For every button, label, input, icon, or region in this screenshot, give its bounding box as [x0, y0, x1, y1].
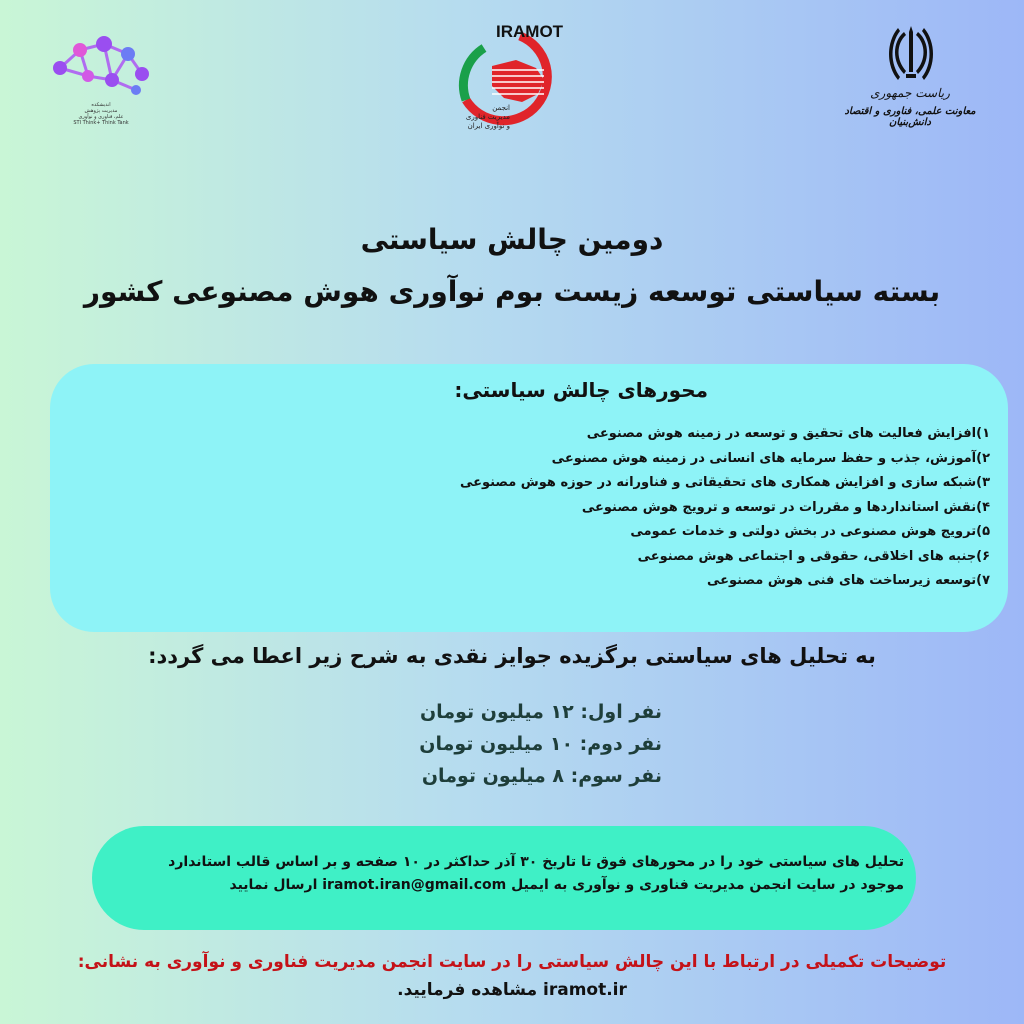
footer-website-link[interactable]: iramot.ir مشاهده فرمایید.	[397, 980, 627, 1000]
axis-item-5: ۵)ترویج هوش مصنوعی در بخش دولتی و خدمات عمومی	[630, 524, 990, 539]
axis-item-7: ۷)توسعه زیرساخت های فنی هوش مصنوعی	[706, 573, 990, 588]
presidency-title: ریاست جمهوری	[870, 86, 950, 100]
vice-presidency-title: معاونت علمی، فناوری و اقتصاد دانش‌بنیان	[844, 106, 976, 128]
submission-panel	[92, 826, 916, 930]
axis-item-4: ۴)نقش استانداردها و مقررات در توسعه و ترویج هوش مصنوعی	[581, 499, 990, 515]
iran-emblem-icon	[886, 22, 936, 82]
prizes-heading: به تحلیل های سیاستی برگزیده جوایز نقدی به شرح زیر اعطا می گردد:	[148, 644, 876, 668]
prize-third: نفر سوم: ۸ میلیون تومان	[421, 765, 662, 787]
think-tank-caption-3: علم، فناوری و نوآوری	[78, 114, 124, 120]
prizes-list	[419, 696, 662, 792]
footer-note	[0, 948, 1024, 1004]
think-tank-caption-2: مدیریت پژوهش	[84, 108, 118, 114]
think-tank-logo	[46, 28, 156, 128]
axis-item-2: ۲)آموزش، جذب و حفظ سرمایه های انسانی در زمینه هوش مصنوعی	[551, 450, 990, 466]
iramot-logo	[448, 18, 588, 138]
iramot-sub-1: انجمن	[492, 104, 510, 112]
axes-panel	[50, 364, 1008, 632]
axis-item-3: ۳)شبکه سازی و افزایش همکاری های تحقیقاتی و فناورانه در حوزه هوش مصنوعی	[459, 475, 990, 490]
page-title: دومین چالش سیاستی	[360, 223, 664, 256]
iramot-wordmark: IRAMOT	[496, 22, 564, 41]
iramot-sub-2: مدیریت فناوری	[465, 113, 510, 121]
axis-item-6: ۶)جنبه های اخلاقی، حقوقی و اجتماعی هوش مصنوعی	[637, 548, 990, 564]
prize-first: نفر اول: ۱۲ میلیون تومان	[419, 701, 662, 723]
submission-line-2: موجود در سایت انجمن مدیریت فناوری و نوآوری به ایمیل iramot.iran@gmail.com ارسال نمایید	[229, 877, 904, 893]
iramot-sub-3: و نوآوری ایران	[467, 122, 510, 130]
submission-line-1: تحلیل های سیاستی خود را در محورهای فوق تا تاریخ ۳۰ آذر حداکثر در ۱۰ صفحه و بر اساس قالب استاندارد	[168, 854, 904, 870]
network-icon	[46, 28, 156, 102]
think-tank-caption-1: اندیشکده	[91, 102, 111, 108]
page-subtitle: بسته سیاستی توسعه زیست بوم نوآوری هوش مصنوعی کشور	[83, 275, 941, 308]
footer-line-1: توضیحات تکمیلی در ارتباط با این چالش سیاستی را در سایت انجمن مدیریت فناوری و نوآوری به نشانی:	[77, 952, 947, 972]
axes-list	[460, 422, 990, 594]
axis-item-1: ۱)افزایش فعالیت های تحقیق و توسعه در زمینه هوش مصنوعی	[586, 426, 990, 441]
think-tank-caption-4: STI Think+ Think Tank	[73, 120, 129, 126]
axes-heading: محورهای چالش سیاستی:	[454, 378, 708, 402]
presidency-logo	[840, 14, 980, 134]
prize-second: نفر دوم: ۱۰ میلیون تومان	[419, 733, 662, 755]
